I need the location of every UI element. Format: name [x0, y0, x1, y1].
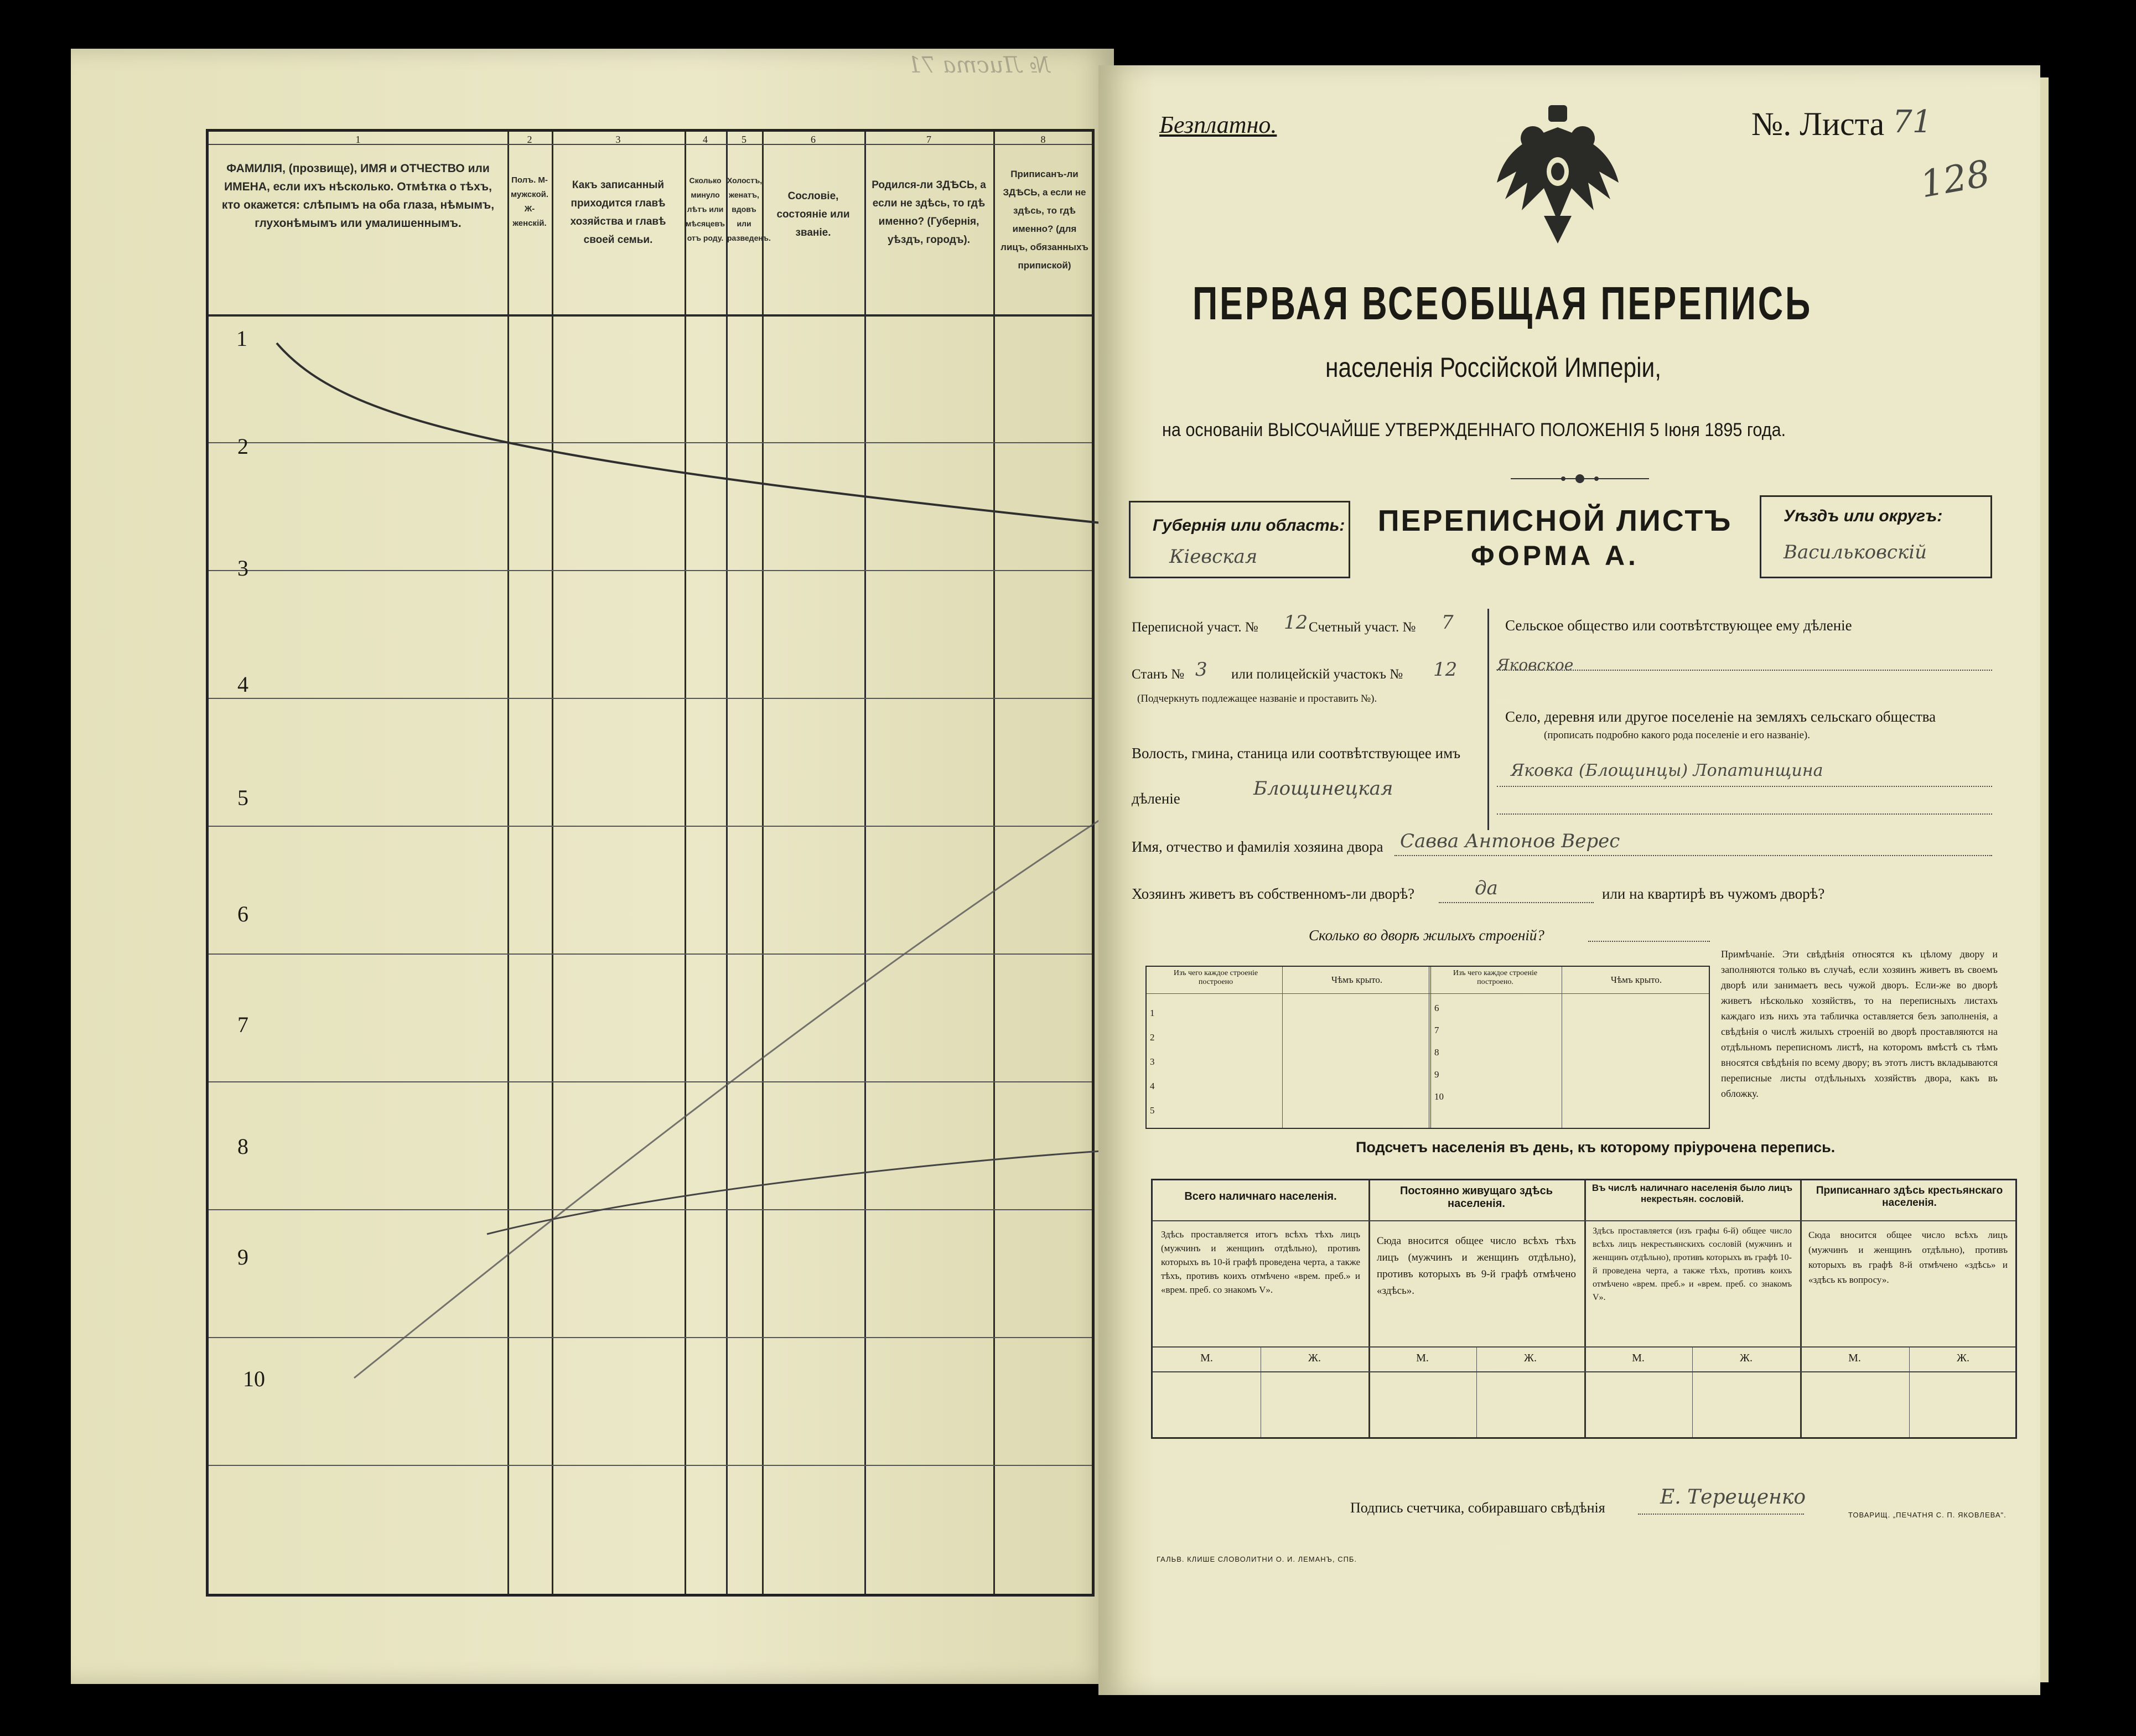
row-number: 1 [236, 326, 247, 351]
row-number: 8 [237, 1134, 248, 1159]
lives-or: или на квартирѣ въ чужомъ дворѣ? [1602, 885, 1825, 902]
count-line [1153, 1220, 2015, 1221]
col-number: 6 [811, 134, 816, 145]
volost-label: Волость, гмина, станица или соотвѣтствующее имъ дѣленіе [1132, 745, 1461, 807]
row-number: 4 [237, 672, 248, 697]
header-relation: Какъ записанный приходится главѣ хозяйства и главѣ своей семьи. [570, 179, 666, 246]
mini-head: Чѣмъ крыто. [1331, 975, 1383, 985]
selsk-value: Яковское [1497, 656, 1574, 674]
census-title: ПЕРВАЯ ВСЕОБЩАЯ ПЕРЕПИСЬ [1193, 277, 1813, 329]
selsk-line [1497, 670, 1992, 671]
uch-value: 12 [1284, 612, 1308, 634]
printer-right: ТОВАРИЩ. „ПЕЧАТНЯ С. П. ЯКОВЛЕВА". [1848, 1511, 2007, 1519]
sex-f: Ж. [1524, 1352, 1537, 1364]
selo-value: Яковка (Блощинцы) Лопатинщина [1511, 761, 1823, 780]
col-number: 1 [355, 134, 361, 145]
buildings-label: Сколько во дворѣ жилыхъ строеній? [1309, 927, 1544, 944]
gubernia-value: Кіевская [1169, 546, 1258, 568]
mini-row-num: 2 [1150, 1032, 1155, 1043]
col-number: 2 [527, 134, 532, 145]
stan-label: Станъ № [1132, 667, 1185, 682]
owner-line [1394, 855, 1992, 856]
gubernia-box [1129, 501, 1350, 578]
signature-line [1638, 1514, 1804, 1515]
mini-row-num: 6 [1434, 1003, 1439, 1013]
count-head: Всего наличнаго населенія. [1184, 1190, 1337, 1203]
stan-value: 3 [1195, 659, 1207, 681]
sheet-number-label: №. Листа [1751, 106, 1885, 142]
header-marital: Холостъ, женатъ, вдовъ или разведенъ. [727, 176, 771, 242]
row-number: 5 [237, 785, 248, 810]
mini-head: Изъ чего каждое строеніе построено. [1453, 969, 1538, 986]
sex-f: Ж. [1740, 1352, 1753, 1364]
mini-rows-right [1434, 997, 1444, 1108]
owner-label: Имя, отчество и фамилія хозяина двора [1132, 838, 1383, 855]
mini-row-num: 8 [1434, 1047, 1439, 1058]
police-value: 12 [1433, 659, 1458, 681]
mini-head-line [1147, 993, 1709, 994]
lives-line [1439, 902, 1594, 903]
mini-rows-left [1150, 1001, 1155, 1123]
row-number: 9 [237, 1245, 248, 1269]
mini-row-num: 10 [1434, 1091, 1444, 1102]
sex-f: Ж. [1957, 1352, 1969, 1364]
lives-value: да [1475, 877, 1498, 899]
header-registered: Приписанъ-ли ЗДѢСЬ, а если не здѣсь, то гдѣ именно? (для лицъ, обязанныхъ припиской) [1000, 169, 1088, 271]
police-label: или полицейскій участокъ № [1231, 667, 1403, 682]
sex-m: М. [1848, 1352, 1861, 1364]
sex-m: М. [1632, 1352, 1645, 1364]
mini-row-num: 7 [1434, 1025, 1439, 1035]
census-basis: на основаніи ВЫСОЧАЙШЕ УТВЕРЖДЕННАГО ПОЛОЖЕНІЯ 5 Іюня 1895 года. [1162, 419, 1786, 441]
row-number: 2 [237, 434, 248, 459]
count-head: Въ числѣ наличнаго населенія было лицъ некрестьян. сословій. [1591, 1183, 1793, 1204]
note-text: Примѣчаніе. Эти свѣдѣнія относятся къ цѣлому двору и заполняются только въ случаѣ, если хозяинъ живетъ въ своемъ дворѣ или занимаетъ весь чужой дворъ. Если-же во дворѣ живетъ нѣсколько хозяйствъ, то на переписныхъ листахъ каждаго изъ нихъ эта табличка оставляется безъ заполненія, а свѣдѣнія о числѣ жилыхъ строеній во дворѣ проставляются на отдѣльномъ переписномъ листѣ, на которомъ вмѣстѣ съ тѣмъ вносятся свѣдѣнія по всему двору; въ этотъ листъ вкладываются переписные листы отдѣльныхъ хозяйствъ двора, какъ въ обложку. [1721, 949, 1998, 1099]
header-age: Сколько минуло лѣтъ или мѣсяцевъ отъ роду. [686, 176, 725, 242]
header-sex: Полъ. М-мужской. Ж-женскій. [510, 175, 549, 228]
count-title: Подсчетъ населенія въ день, къ которому пріурочена перепись. [1356, 1139, 1836, 1155]
mini-divider [1429, 967, 1431, 1128]
double-headed-eagle-icon [1494, 105, 1621, 243]
uezd-label: Уѣздъ или округъ: [1784, 507, 1943, 525]
free-label: Безплатно. [1159, 111, 1277, 138]
mini-row-num: 5 [1150, 1105, 1155, 1116]
selo-line-2 [1497, 813, 1992, 815]
count-line [1153, 1371, 2015, 1372]
row-number: 10 [243, 1366, 265, 1391]
header-birthplace: Родился-ли ЗДѢСЬ, а если не здѣсь, то гдѣ именно? (Губернія, уѣздъ, городъ). [872, 179, 986, 246]
buildings-line [1588, 941, 1710, 942]
col-number: 7 [926, 134, 931, 145]
volost-value: Блощинецкая [1253, 778, 1393, 800]
info-divider [1487, 609, 1489, 830]
mini-row-num: 3 [1150, 1056, 1155, 1067]
uezd-value: Васильковскій [1784, 541, 1927, 563]
signature-value: Е. Терещенко [1660, 1486, 1806, 1509]
col-number: 4 [703, 134, 708, 145]
top-corner-note: № Листа 71 [908, 53, 1050, 78]
lives-label: Хозяинъ живетъ въ собственномъ-ли дворѣ? [1132, 885, 1415, 902]
header-name: ФАМИЛІЯ, (прозвище), ИМЯ и ОТЧЕСТВО или ИМЕНА, если ихъ нѣсколько. Отмѣтка о тѣхъ, кто окажется: слѣпымъ на оба глаза, нѣмымъ, глухонѣмымъ или умалишеннымъ. [221, 162, 495, 230]
count-col [1584, 1180, 1586, 1437]
owner-value: Савва Антонов Верес [1400, 830, 1620, 852]
sex-f: Ж. [1308, 1352, 1321, 1364]
col-number: 3 [615, 134, 621, 145]
mini-head: Изъ чего каждое строеніе построено [1173, 969, 1258, 986]
row-number: 6 [237, 901, 248, 926]
header-estate: Сословіе, состояніе или званіе. [776, 190, 850, 239]
selsk-label: Сельское общество или соотвѣтствующее ему дѣленіе [1505, 617, 1852, 634]
printer-left: ГАЛЬВ. КЛИШЕ СЛОВОЛИТНИ О. И. ЛЕМАНЪ, СПБ. [1157, 1555, 1357, 1563]
mini-row-num: 1 [1150, 1008, 1155, 1018]
gubernia-label: Губернія или область: [1153, 516, 1345, 535]
selo-line [1497, 786, 1992, 787]
count-head: Постоянно живущаго здѣсь населенія. [1399, 1185, 1553, 1210]
mini-col [1282, 967, 1283, 1128]
row-number: 7 [237, 1012, 248, 1037]
sex-m: М. [1416, 1352, 1429, 1364]
selo-note: (прописать подробно какого рода поселеніе и его названіе). [1544, 729, 1810, 741]
form-title: ПЕРЕПИСНОЙ ЛИСТЪ [1377, 504, 1733, 537]
col-number: 5 [742, 134, 746, 145]
count-col [1800, 1180, 1802, 1437]
buildings-table [1145, 966, 1710, 1129]
count-line [1153, 1346, 2015, 1348]
uch-label: Переписной участ. № [1132, 620, 1258, 635]
row-number: 3 [237, 556, 248, 581]
sex-m: М. [1200, 1352, 1213, 1364]
underline-note: (Подчеркнуть подлежащее названіе и проставить №). [1137, 693, 1377, 704]
form-name: ФОРМА А. [1471, 540, 1639, 571]
mini-row-num: 9 [1434, 1069, 1439, 1080]
count-descr: Сюда вносится общее число всѣхъ лицъ (мужчинъ и женщинъ отдѣльно), противъ которыхъ въ графѣ 8-й отмѣчено «здѣсь» и «здѣсь къ вопросу». [1808, 1230, 2008, 1285]
count-descr: Здѣсь проставляется итогъ всѣхъ тѣхъ лицъ (мужчинъ и женщинъ отдѣльно), противъ которыхъ въ 10-й графѣ проведена черта, а также тѣхъ, противъ коихъ отмѣчено «врем. преб.» и «врем. преб. со знакомъ V». [1161, 1229, 1360, 1295]
col-number: 8 [1040, 134, 1046, 145]
count-head: Приписаннаго здѣсь крестьянскаго населенія. [1816, 1185, 2003, 1209]
archive-number: 128 [1917, 152, 1993, 206]
census-subtitle: населенія Россійской Имперіи, [1325, 352, 1662, 383]
schet-label: Счетный участ. № [1309, 620, 1416, 635]
count-descr: Здѣсь проставляется (изъ графы 6-й) общее число всѣхъ лицъ некрестьянскихъ сословій (мужчинъ и женщинъ отдѣльно), противъ которыхъ въ графѣ 10-й проведена черта, а также тѣхъ, противъ коихъ отмѣчено «врем. преб.» и «врем. преб. со знакомъ V». [1593, 1226, 1792, 1302]
signature-label: Подпись счетчика, собиравшаго свѣдѣнія [1350, 1500, 1605, 1516]
sheet-number-value: 71 [1893, 104, 1932, 140]
count-descr: Сюда вносится общее число всѣхъ тѣхъ лицъ (мужчинъ и женщинъ отдѣльно), противъ которыхъ въ 9-й графѣ отмѣчено «здѣсь». [1377, 1235, 1576, 1297]
schet-value: 7 [1442, 612, 1454, 634]
mini-row-num: 4 [1150, 1081, 1155, 1091]
mini-head: Чѣмъ крыто. [1610, 975, 1662, 985]
selo-label: Село, деревня или другое поселеніе на земляхъ сельскаго общества [1505, 708, 1936, 725]
ornament-divider [1511, 470, 1649, 487]
count-col [1368, 1180, 1370, 1437]
count-table [1151, 1179, 2017, 1439]
uezd-box [1760, 495, 1992, 578]
